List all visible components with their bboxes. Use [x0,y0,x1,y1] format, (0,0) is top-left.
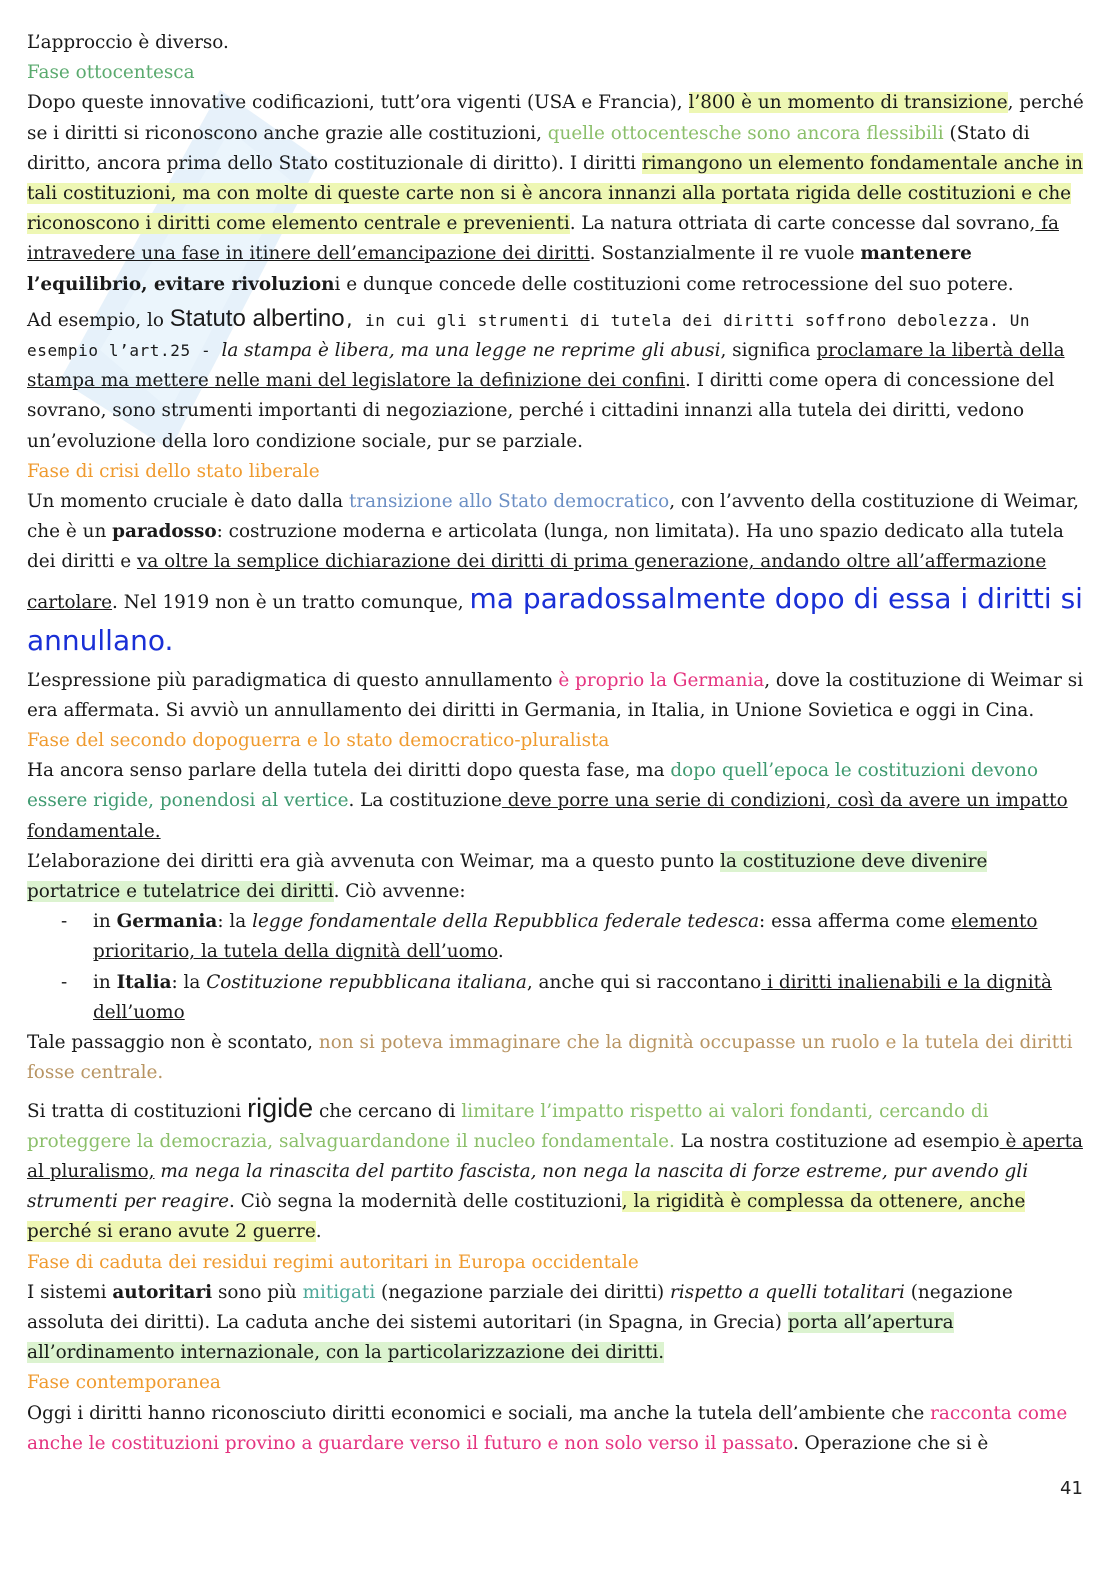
bullet-list [27,907,1085,1028]
intro-line: L’approccio è diverso. [27,32,229,53]
heading-fase-caduta: Fase di caduta dei residui regimi autoritari in Europa occidentale [27,1251,639,1273]
paragraph-passaggio: Tale passaggio non è scontato, non si poteva immaginare che la dignità occupasse un ruolo e la tutela dei diritti fosse centrale. [27,1032,1073,1084]
document-page [27,28,1085,1459]
paragraph-contemporanea: Oggi i diritti hanno riconosciuto diritti economici e sociali, ma anche la tutela dell’ambiente che racconta come anche le costituzioni provino a guardare verso il futuro e non solo verso il passato. Operazione che si è [27,1402,1068,1454]
paragraph-ottocentesca: Dopo queste innovative codificazioni, tutt’ora vigenti (USA e Francia), l’800 è un momento di transizione, perché se i diritti si riconoscono anche grazie alle costituzioni, quelle ottocentesche sono ancora flessibili (Stato di diritto, ancora prima dello Stato costituzionale di diritto). I diritti rimangono un elemento fondamentale anche in tali costituzioni, ma con molte di queste carte non si è ancora innanzi alla portata rigida delle costituzioni e che riconoscono i diritti come elemento centrale e prevenienti. La natura ottriata di carte concesse dal sovrano, fa intravedere una fase in itinere dell’emancipazione dei diritti. Sostanzialmente il re vuole mantenere l’equilibrio, evitare rivoluzioni e dunque concede delle costituzioni come retrocessione del suo potere. [27,92,1084,295]
list-item: - in Germania: la legge fondamentale della Repubblica federale tedesca: essa afferma come elemento prioritario, la tutela della dignità dell’uomo. [61,911,1038,963]
paragraph-germania: L’espressione più paradigmatica di questo annullamento è proprio la Germania, dove la costituzione di Weimar si era affermata. Si avviò un annullamento dei diritti in Germania, in Italia, in Unione Sovietica e oggi in Cina. [27,669,1084,721]
paragraph-dopoguerra: Ha ancora senso parlare della tutela dei diritti dopo questa fase, ma dopo quell’epoca le costituzioni devono essere rigide, ponendosi al vertice. La costituzione deve porre una serie di condizioni, così da avere un impatto fondamentale. [27,760,1068,842]
heading-fase-ottocentesca: Fase ottocentesca [27,62,195,84]
heading-fase-contemporanea: Fase contemporanea [27,1372,221,1394]
paragraph-weimar: L’elaborazione dei diritti era già avvenuta con Weimar, ma a questo punto la costituzione deve divenire portatrice e tutelatrice dei diritti. Ciò avvenne: [27,850,988,903]
paragraph-rigide: Si tratta di costituzioni rigide che cercano di limitare l’impatto rispetto ai valori fondanti, cercando di proteggere la democrazia, salvaguardandone il nucleo fondamentale. La nostra costituzione ad esempio è aperta al pluralismo, ma nega la rinascita del partito fascista, non nega la nascita di forze estreme, pur avendo gli strumenti per reagire. Ciò segna la modernità delle costituzioni, la rigidità è complessa da ottenere, anche perché si erano avute 2 guerre. [27,1092,1083,1243]
paragraph-crisi: Un momento cruciale è dato dalla transizione allo Stato democratico, con l’avvento della costituzione di Weimar, che è un paradosso: costruzione moderna e articolata (lunga, non limitata). Ha uno spazio dedicato alla tutela dei diritti e va oltre la semplice dichiarazione dei diritti di prima generazione, andando oltre all’affermazione cartolare. Nel 1919 non è un tratto comunque, ma paradossalmente dopo di essa i diritti si annullano. [27,491,1083,657]
list-item: - in Italia: la Costituzione repubblicana italiana, anche qui si raccontano i diritti inalienabili e la dignità dell’uomo [61,971,1053,1023]
heading-fase-dopoguerra: Fase del secondo dopoguerra e lo stato democratico-pluralista [27,730,610,752]
page-number: 41 [1060,1478,1083,1499]
paragraph-autoritari: I sistemi autoritari sono più mitigati (negazione parziale dei diritti) rispetto a quelli totalitari (negazione assoluta dei diritti). La caduta anche dei sistemi autoritari (in Spagna, in Grecia) porta all’apertura all’ordinamento internazionale, con la particolarizzazione dei diritti. [27,1281,1013,1364]
heading-fase-crisi: Fase di crisi dello stato liberale [27,460,320,482]
paragraph-statuto: Ad esempio, lo Statuto albertino, in cui gli strumenti di tutela dei diritti soffrono debolezza. Un esempio l’art.25 - la stampa è libera, ma una legge ne reprime gli abusi, significa proclamare la libertà della stampa ma mettere nelle mani del legislatore la definizione dei confini. I diritti come opera di concessione del sovrano, sono strumenti importanti di negoziazione, perché i cittadini innanzi alla tutela dei diritti, vedono un’evoluzione della loro condizione sociale, pur se parziale. [27,304,1065,452]
